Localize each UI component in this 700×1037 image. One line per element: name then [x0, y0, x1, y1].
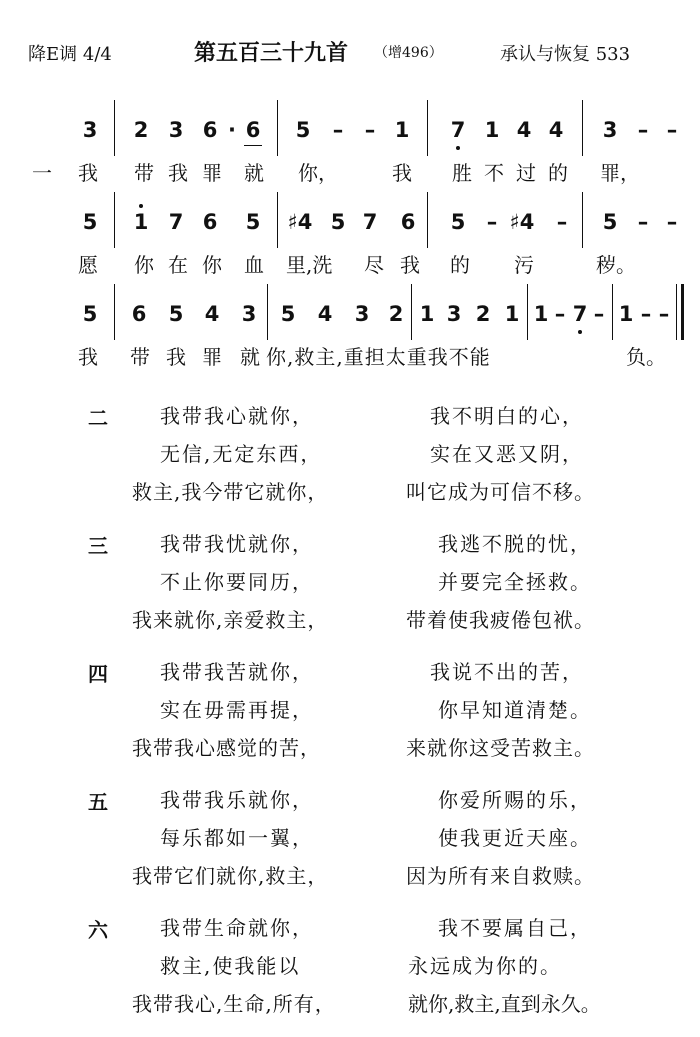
verse-number: 二 — [88, 406, 108, 430]
lyric-syllable: 污 — [514, 253, 534, 277]
verse-line-left: 实在毋需再提， — [160, 698, 314, 722]
lyric-syllable: 的 — [548, 161, 568, 185]
lyric-syllable: 你， — [298, 161, 338, 185]
lyric-syllable: 血 — [244, 253, 264, 277]
lyric-syllable: 过 — [516, 161, 536, 185]
note: 5 — [245, 210, 261, 234]
lyric-syllable: 你 — [202, 253, 222, 277]
key-signature: 降E调 4/4 — [28, 44, 112, 65]
low-octave-dot — [578, 330, 582, 334]
note: 3 — [446, 302, 462, 326]
note: 4 — [548, 118, 564, 142]
verse-number: 五 — [88, 790, 108, 814]
note: – — [554, 302, 566, 326]
verse-line-right: 带着使我疲倦包袱。 — [406, 608, 595, 632]
verse-line-left: 我带我苦就你， — [160, 660, 314, 684]
verse-line-right: 我不要属自己， — [438, 916, 592, 940]
verse-line-right: 永远成为你的。 — [408, 954, 562, 978]
verse-line-left: 我来就你,亲爱救主， — [132, 608, 329, 632]
note: 1 — [618, 302, 634, 326]
note: 5 — [602, 210, 618, 234]
final-barline-thin — [676, 284, 677, 340]
lyric-syllable: 罪 — [202, 161, 222, 185]
verse-line-left: 我带我心感觉的苦， — [132, 736, 321, 760]
note: 4 — [516, 118, 532, 142]
note: 6 — [400, 210, 416, 234]
verse-line-left: 我带我忧就你， — [160, 532, 314, 556]
lyric-syllable: 里,洗 — [286, 253, 333, 277]
note: 5 — [168, 302, 184, 326]
note: – — [637, 210, 649, 234]
barline — [527, 284, 528, 340]
barline — [411, 284, 412, 340]
verse-marker: 一 — [32, 161, 52, 185]
lyric-syllable: 罪， — [600, 161, 640, 185]
verse-line-left: 每乐都如一翼， — [160, 826, 314, 850]
barline — [612, 284, 613, 340]
note: 4 — [317, 302, 333, 326]
verse-number: 六 — [88, 918, 108, 942]
verse-line-right: 使我更近天座。 — [438, 826, 592, 850]
barline — [427, 100, 428, 156]
lyric-syllable: 不 — [484, 161, 504, 185]
note: 1 — [133, 210, 149, 234]
note: – — [486, 210, 498, 234]
eighth-underline — [244, 145, 262, 146]
verse-line-right: 就你,救主,直到永久。 — [408, 992, 601, 1016]
barline — [267, 284, 268, 340]
note: – — [658, 302, 670, 326]
verse-line-left: 救主,使我能以 — [160, 954, 301, 978]
note: 6 — [245, 118, 261, 142]
verse-number: 四 — [88, 662, 108, 686]
lyric-syllable: 就 — [240, 345, 260, 369]
lyric-syllable: 就 — [244, 161, 264, 185]
final-barline-thick — [681, 284, 684, 340]
verse-line-right: 我逃不脱的忧， — [438, 532, 592, 556]
lyric-syllable: 我 — [168, 161, 188, 185]
verse-line-left: 我带它们就你,救主， — [132, 864, 329, 888]
barline — [582, 192, 583, 248]
dot-extension: · — [228, 118, 236, 142]
verse-line-right: 并要完全拯救。 — [438, 570, 592, 594]
note: 1 — [394, 118, 410, 142]
note: – — [666, 118, 678, 142]
lyric-syllable: 你 — [134, 253, 154, 277]
high-octave-dot — [139, 204, 143, 208]
note: – — [556, 210, 568, 234]
verse-line-right: 我不明白的心， — [430, 404, 584, 428]
barline — [114, 100, 115, 156]
lyric-syllable: 胜 — [452, 161, 472, 185]
barline — [427, 192, 428, 248]
old-hymn-number: （增496） — [374, 45, 443, 61]
note: – — [666, 210, 678, 234]
note: 7 — [362, 210, 378, 234]
verse-line-left: 我带我乐就你， — [160, 788, 314, 812]
verse-line-right: 你早知道清楚。 — [438, 698, 592, 722]
note: 1 — [484, 118, 500, 142]
note: 3 — [82, 118, 98, 142]
verse-line-left: 救主,我今带它就你， — [132, 480, 329, 504]
barline — [277, 100, 278, 156]
note: 5 — [280, 302, 296, 326]
note: 7 — [450, 118, 466, 142]
lyric-syllable: 我 — [392, 161, 412, 185]
verse-line-right: 你爱所赐的乐， — [438, 788, 592, 812]
note: 5 — [330, 210, 346, 234]
lyric-syllable: 带 — [130, 345, 150, 369]
note: 1 — [533, 302, 549, 326]
lyric-syllable: 我 — [78, 161, 98, 185]
verse-line-left: 我带我心就你， — [160, 404, 314, 428]
lyric-syllable: 在 — [168, 253, 188, 277]
note: – — [640, 302, 652, 326]
verse-line-right: 来就你这受苦救主。 — [406, 736, 595, 760]
lyric-syllable: 负。 — [626, 345, 666, 369]
note: 5 — [450, 210, 466, 234]
note: 1 — [419, 302, 435, 326]
lyric-syllable: 我 — [78, 345, 98, 369]
verse-line-right: 因为所有来自救赎。 — [406, 864, 595, 888]
verse-line-left: 无信,无定东西， — [160, 442, 323, 466]
low-octave-dot — [456, 146, 460, 150]
note: – — [332, 118, 344, 142]
note: 5 — [295, 118, 311, 142]
verse-line-right: 叫它成为可信不移。 — [406, 480, 595, 504]
note: – — [364, 118, 376, 142]
lyric-syllable: 带 — [134, 161, 154, 185]
note: 7 — [168, 210, 184, 234]
note: 6 — [131, 302, 147, 326]
lyric-syllable: 尽 — [364, 253, 384, 277]
theme-and-page: 承认与恢复 533 — [500, 44, 631, 65]
note: 2 — [475, 302, 491, 326]
verse-line-right: 我说不出的苦， — [430, 660, 584, 684]
note: 4 — [204, 302, 220, 326]
verse-line-left: 我带我心,生命,所有， — [132, 992, 336, 1016]
barline — [277, 192, 278, 248]
lyric-syllable: 秽。 — [596, 253, 636, 277]
verse-line-left: 我带生命就你， — [160, 916, 314, 940]
note: 6 — [202, 210, 218, 234]
barline — [114, 284, 115, 340]
verse-line-left: 不止你要同历， — [160, 570, 314, 594]
note: ♯4 — [509, 210, 535, 234]
note: 3 — [602, 118, 618, 142]
barline — [582, 100, 583, 156]
lyric-syllable: 我 — [166, 345, 186, 369]
verse-number: 三 — [88, 534, 108, 558]
note: 5 — [82, 210, 98, 234]
note: 6 — [202, 118, 218, 142]
note: 3 — [354, 302, 370, 326]
note: 7 — [572, 302, 588, 326]
verse-line-right: 实在又恶又阴， — [430, 442, 584, 466]
note: – — [637, 118, 649, 142]
lyric-syllable: 我 — [400, 253, 420, 277]
lyric-syllable: 的 — [450, 253, 470, 277]
hymn-title: 第五百三十九首 — [194, 41, 349, 66]
note: 3 — [241, 302, 257, 326]
note: 1 — [504, 302, 520, 326]
note: – — [593, 302, 605, 326]
lyric-syllable: 罪 — [202, 345, 222, 369]
lyric-syllable: 你,救主,重担太重我不能 — [266, 345, 491, 369]
note: ♯4 — [287, 210, 313, 234]
note: 3 — [168, 118, 184, 142]
lyric-syllable: 愿 — [78, 253, 98, 277]
barline — [114, 192, 115, 248]
note: 2 — [388, 302, 404, 326]
note: 5 — [82, 302, 98, 326]
note: 2 — [133, 118, 149, 142]
